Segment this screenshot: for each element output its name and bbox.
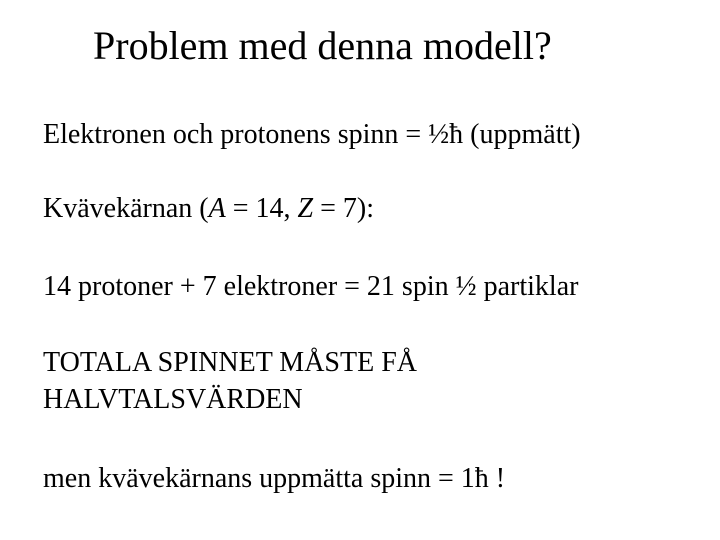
spin-measured-line: Elektronen och protonens spinn = ½ħ (uppmätt) (43, 119, 581, 150)
measured-spin-line: men kvävekärnans uppmätta spinn = 1ħ ! (43, 463, 506, 494)
slide-title: Problem med denna modell? (93, 23, 552, 68)
atomic-number-symbol: Z (297, 193, 314, 224)
particle-count-line: 14 protoner + 7 elektroner = 21 spin ½ partiklar (43, 271, 579, 302)
mass-number-value: = 14, (225, 193, 298, 224)
total-spin-line-1: TOTALA SPINNET MÅSTE FÅ (43, 347, 417, 378)
total-spin-line-2: HALVTALSVÄRDEN (43, 384, 303, 415)
nitrogen-prefix: Kvävekärnan ( (43, 193, 209, 224)
nitrogen-nucleus-line (43, 192, 374, 226)
atomic-number-value: = 7): (313, 193, 374, 224)
mass-number-symbol: A (208, 193, 226, 224)
